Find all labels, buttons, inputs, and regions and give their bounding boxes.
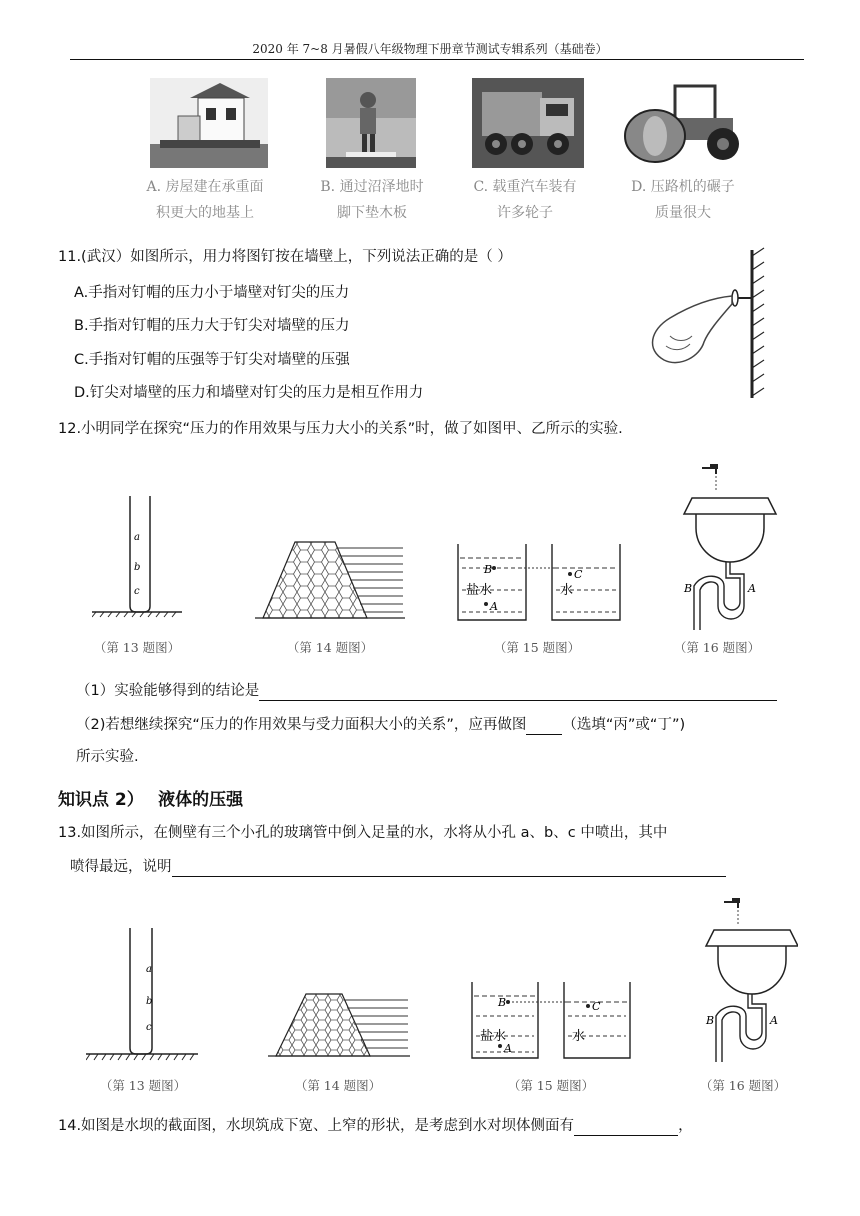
page-header: 2020 年 7~8 月暑假八年级物理下册章节测试专辑系列（基础卷） — [252, 42, 608, 56]
figure-13-tube — [92, 496, 182, 618]
point-a-label: A — [490, 600, 498, 613]
answer-blank-14[interactable] — [574, 1119, 678, 1136]
point-b-label-2: B — [498, 996, 507, 1009]
question-11-stem: 11.(武汉）如图所示，用力将图钉按在墙壁上，下列说法正确的是（ ） — [58, 249, 512, 265]
figure-13-caption: （第 13 题图） — [93, 640, 181, 655]
section-2-title: 知识点 2） 液体的压强 — [58, 790, 244, 810]
answer-blank-13[interactable] — [172, 860, 726, 877]
sink-label-b: B — [684, 582, 693, 595]
salt-water-label-2: 盐水 — [480, 1029, 507, 1044]
figure-15-beakers-2 — [468, 982, 634, 1060]
figure-16-caption: （第 16 题图） — [673, 640, 761, 655]
photo-caption-d: D. 压路机的碾子 质量很大 — [631, 179, 735, 221]
water-label-2: 水 — [572, 1029, 586, 1044]
sink-label-a: A — [748, 582, 756, 595]
salt-water-label: 盐水 — [466, 583, 493, 598]
figure-13-caption-2: （第 13 题图） — [99, 1078, 187, 1093]
answer-blank-12-2[interactable] — [526, 718, 562, 735]
point-a-label-2: A — [504, 1042, 512, 1055]
question-12-stem: 12.小明同学在探究“压力的作用效果与压力大小的关系”时，做了如图甲、乙所示的实验. — [58, 421, 623, 437]
hole-b-label: b — [134, 562, 141, 573]
question-12-part-2: （2)若想继续探究“压力的作用效果与受力面积大小的关系”，应再做图 （选填“丙”或“丁”) — [76, 717, 686, 733]
figure-15-caption: （第 15 题图） — [493, 640, 581, 655]
thumbtack-figure — [640, 246, 770, 402]
question-11-option-a: A.手指对钉帽的压力小于墙壁对钉尖的压力 — [74, 285, 350, 301]
figure-14-dam — [255, 538, 405, 622]
sink-label-a-2: A — [770, 1014, 778, 1027]
photo-caption-a: A. 房屋建在承重面 积更大的地基上 — [146, 179, 264, 221]
point-c-label-2: C — [592, 1000, 601, 1013]
hole-c-label: c — [134, 586, 140, 597]
hole-b-label-2: b — [146, 996, 153, 1007]
question-12-part-1: （1）实验能够得到的结论是 — [76, 681, 777, 701]
figure-14-dam-2 — [268, 990, 410, 1060]
figure-16-caption-2: （第 16 题图） — [699, 1078, 787, 1093]
hole-c-label-2: c — [146, 1022, 152, 1033]
figure-14-caption-2: （第 14 题图） — [294, 1078, 382, 1093]
figure-15-caption-2: （第 15 题图） — [507, 1078, 595, 1093]
hole-a-label-2: a — [146, 964, 152, 975]
header-divider — [70, 59, 804, 60]
photo-caption-b: B. 通过沼泽地时 脚下垫木板 — [320, 179, 424, 221]
point-c-label: C — [574, 568, 583, 581]
truck-photo — [472, 78, 584, 168]
question-13-line-1: 13.如图所示，在侧壁有三个小孔的玻璃管中倒入足量的水，水将从小孔 a、b、c 中喷出，其中 — [58, 825, 668, 841]
hole-a-label: a — [134, 532, 140, 543]
road-roller-photo — [623, 78, 743, 168]
person-plank-photo — [326, 78, 416, 168]
question-11-option-b: B.手指对钉帽的压力大于钉尖对墙壁的压力 — [74, 318, 350, 334]
water-label: 水 — [560, 583, 574, 598]
question-11-option-d: D.钉尖对墙壁的压力和墙壁对钉尖的压力是相互作用力 — [74, 385, 424, 401]
question-14-stem: 14.如图是水坝的截面图，水坝筑成下宽、上窄的形状，是考虑到水对坝体侧面有 ， — [58, 1118, 693, 1134]
sink-label-b-2: B — [706, 1014, 715, 1027]
photo-caption-c: C. 载重汽车装有 许多轮子 — [473, 179, 577, 221]
figure-14-caption: （第 14 题图） — [286, 640, 374, 655]
question-13-line-2: 喷得最远，说明 — [70, 857, 726, 877]
question-12-part-2-end: 所示实验. — [76, 749, 139, 765]
figure-13-tube-2 — [86, 928, 198, 1062]
figure-15-beakers — [454, 544, 624, 622]
house-photo — [150, 78, 268, 168]
point-b-label: B — [484, 563, 493, 576]
figure-16-sink-2 — [684, 896, 798, 1064]
answer-blank-12-1[interactable] — [259, 684, 777, 701]
question-11-option-c: C.手指对钉帽的压强等于钉尖对墙壁的压强 — [74, 352, 350, 368]
figure-16-sink — [670, 462, 780, 632]
